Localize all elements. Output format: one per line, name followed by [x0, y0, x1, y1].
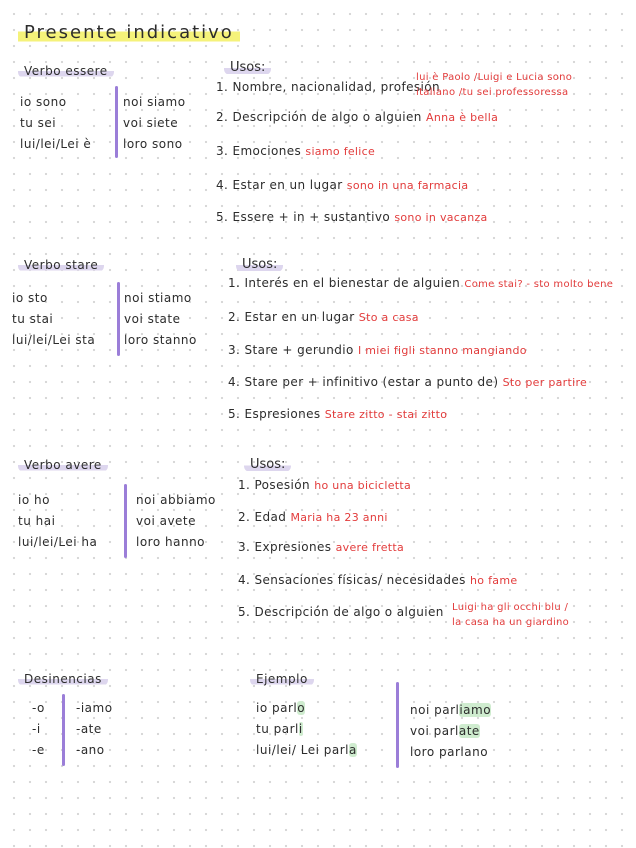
conjugation: noi siamo: [123, 95, 186, 109]
uso-text: 3. Emociones: [216, 144, 302, 158]
avere-uso-5: [238, 605, 444, 619]
uso-text: 2. Estar en un lugar: [228, 310, 355, 324]
uso-example: sono in una farmacia: [346, 179, 469, 192]
essere-uso-4: [216, 178, 468, 192]
essere-label: Verbo essere: [18, 64, 114, 78]
conjugation: loro sono: [123, 137, 183, 151]
ending: i: [298, 722, 303, 736]
stare-singular-list: [12, 288, 95, 351]
avere-plural-list: [136, 490, 216, 553]
desinencias-singular-list: [32, 698, 45, 761]
conjugation: io sto: [12, 291, 48, 305]
divider-bar: [115, 86, 118, 158]
example-line: Luigi ha gli occhi blu /: [452, 602, 569, 613]
uso-text: 4. Estar en un lugar: [216, 178, 343, 192]
uso-example: ho una bicicletta: [314, 479, 412, 492]
page-title: Presente indicativo: [18, 22, 240, 43]
stare-plural-list: [124, 288, 197, 351]
stem: noi parl: [410, 703, 460, 717]
avere-usos-label: Usos:: [244, 457, 291, 472]
avere-label: Verbo avere: [18, 458, 108, 472]
uso-text: 5. Descripción de algo o alguien: [238, 605, 444, 619]
ending: -e: [32, 743, 45, 757]
conjugation: lui/lei/Lei sta: [12, 333, 96, 347]
stare-uso-1: [228, 276, 613, 292]
conjugation: noi abbiamo: [136, 493, 216, 507]
conjugation: lui/lei/Lei è: [20, 137, 92, 151]
conjugation: loro stanno: [124, 333, 197, 347]
avere-uso-3: [238, 540, 404, 554]
ending: -i: [32, 722, 41, 736]
conjugation-example: [256, 698, 357, 719]
desinencias-plural-list: [76, 698, 113, 761]
uso-text: 1. Interés en el bienestar de alguien: [228, 276, 461, 290]
divider-bar: [396, 682, 399, 768]
divider-bar: [124, 484, 127, 558]
avere-uso-5-example: [452, 600, 569, 630]
essere-uso-5: [216, 210, 488, 224]
conjugation: lui/lei/Lei ha: [18, 535, 98, 549]
uso-example: Stare zitto - stai zitto: [324, 408, 448, 421]
divider-bar: [117, 282, 120, 356]
uso-text: 2. Edad: [238, 510, 287, 524]
example-line: lui è Paolo /Luigi e Lucia sono: [416, 72, 573, 83]
conjugation: noi stiamo: [124, 291, 192, 305]
example-line: la casa ha un giardino: [452, 617, 570, 628]
essere-uso-1-example: [416, 70, 572, 100]
conjugation: voi avete: [136, 514, 197, 528]
essere-usos-label: Usos:: [224, 60, 271, 75]
conjugation: voi siete: [123, 116, 179, 130]
uso-example: ho fame: [470, 574, 518, 587]
ejemplo-plural-list: [410, 700, 491, 763]
uso-example: siamo felice: [305, 145, 376, 158]
ending: -ate: [76, 722, 102, 736]
uso-example: Anna è bella: [426, 111, 499, 124]
stem: voi parl: [410, 724, 459, 738]
avere-uso-1: [238, 478, 411, 492]
ejemplo-singular-list: [256, 698, 357, 761]
uso-example: Sto per partire: [502, 376, 588, 389]
essere-plural-list: [123, 92, 186, 155]
uso-text: 3. Expresiones: [238, 540, 332, 554]
uso-text: 5. Essere + in + sustantivo: [216, 210, 391, 224]
conjugation-example: [256, 719, 357, 740]
desinencias-label: Desinencias: [18, 672, 108, 686]
conjugation-example: [410, 721, 491, 742]
conjugation-example: [410, 742, 491, 763]
conjugation-example: [256, 740, 357, 761]
stem: lui/lei/ Lei parl: [256, 743, 349, 757]
stare-usos-label: Usos:: [236, 257, 283, 272]
ending: ate: [458, 724, 480, 738]
conjugation: loro hanno: [136, 535, 206, 549]
conjugation: io ho: [18, 493, 50, 507]
conjugation: tu sei: [20, 116, 57, 130]
essere-uso-2: [216, 110, 498, 124]
avere-singular-list: [18, 490, 97, 553]
conjugation: voi state: [124, 312, 181, 326]
divider-bar: [62, 694, 65, 766]
ending: o: [297, 701, 306, 715]
essere-uso-3: [216, 144, 375, 158]
uso-example: sono in vacanza: [394, 211, 488, 224]
conjugation: tu stai: [12, 312, 54, 326]
avere-uso-4: [238, 573, 517, 587]
conjugation: io sono: [20, 95, 67, 109]
ending: ano: [464, 745, 489, 759]
uso-example: I miei figli stanno mangiando: [357, 344, 527, 357]
uso-text: 2. Descripción de algo o alguien: [216, 110, 422, 124]
stare-uso-5: [228, 407, 447, 421]
stare-uso-3: [228, 343, 527, 357]
uso-example: Come stai? - sto molto bene: [464, 279, 614, 290]
stem: io parl: [256, 701, 298, 715]
ejemplo-label: Ejemplo: [250, 672, 314, 686]
conjugation: tu hai: [18, 514, 56, 528]
stem: loro parl: [410, 745, 465, 759]
uso-example: avere fretta: [335, 541, 405, 554]
ending: -ano: [76, 743, 105, 757]
uso-example: Maria ha 23 anni: [290, 511, 388, 524]
ending: iamo: [459, 703, 492, 717]
uso-text: 4. Sensaciones físicas/ necesidades: [238, 573, 466, 587]
avere-uso-2: [238, 510, 388, 524]
example-line: italiano /tu sei professoressa: [416, 87, 569, 98]
essere-singular-list: [20, 92, 91, 155]
uso-text: 4. Stare per + infinitivo (estar a punto de): [228, 375, 499, 389]
uso-text: 3. Stare + gerundio: [228, 343, 354, 357]
conjugation-example: [410, 700, 491, 721]
uso-text: 5. Espresiones: [228, 407, 321, 421]
stare-uso-4: [228, 375, 587, 389]
essere-uso-1: 1. Nombre, nacionalidad, profesión: [216, 80, 441, 94]
ending: a: [348, 743, 357, 757]
ending: -o: [32, 701, 45, 715]
ending: -iamo: [76, 701, 113, 715]
uso-text: 1. Posesión: [238, 478, 310, 492]
uso-example: Sto a casa: [358, 311, 419, 324]
stare-uso-2: [228, 310, 419, 324]
stem: tu parl: [256, 722, 299, 736]
stare-label: Verbo stare: [18, 258, 104, 272]
